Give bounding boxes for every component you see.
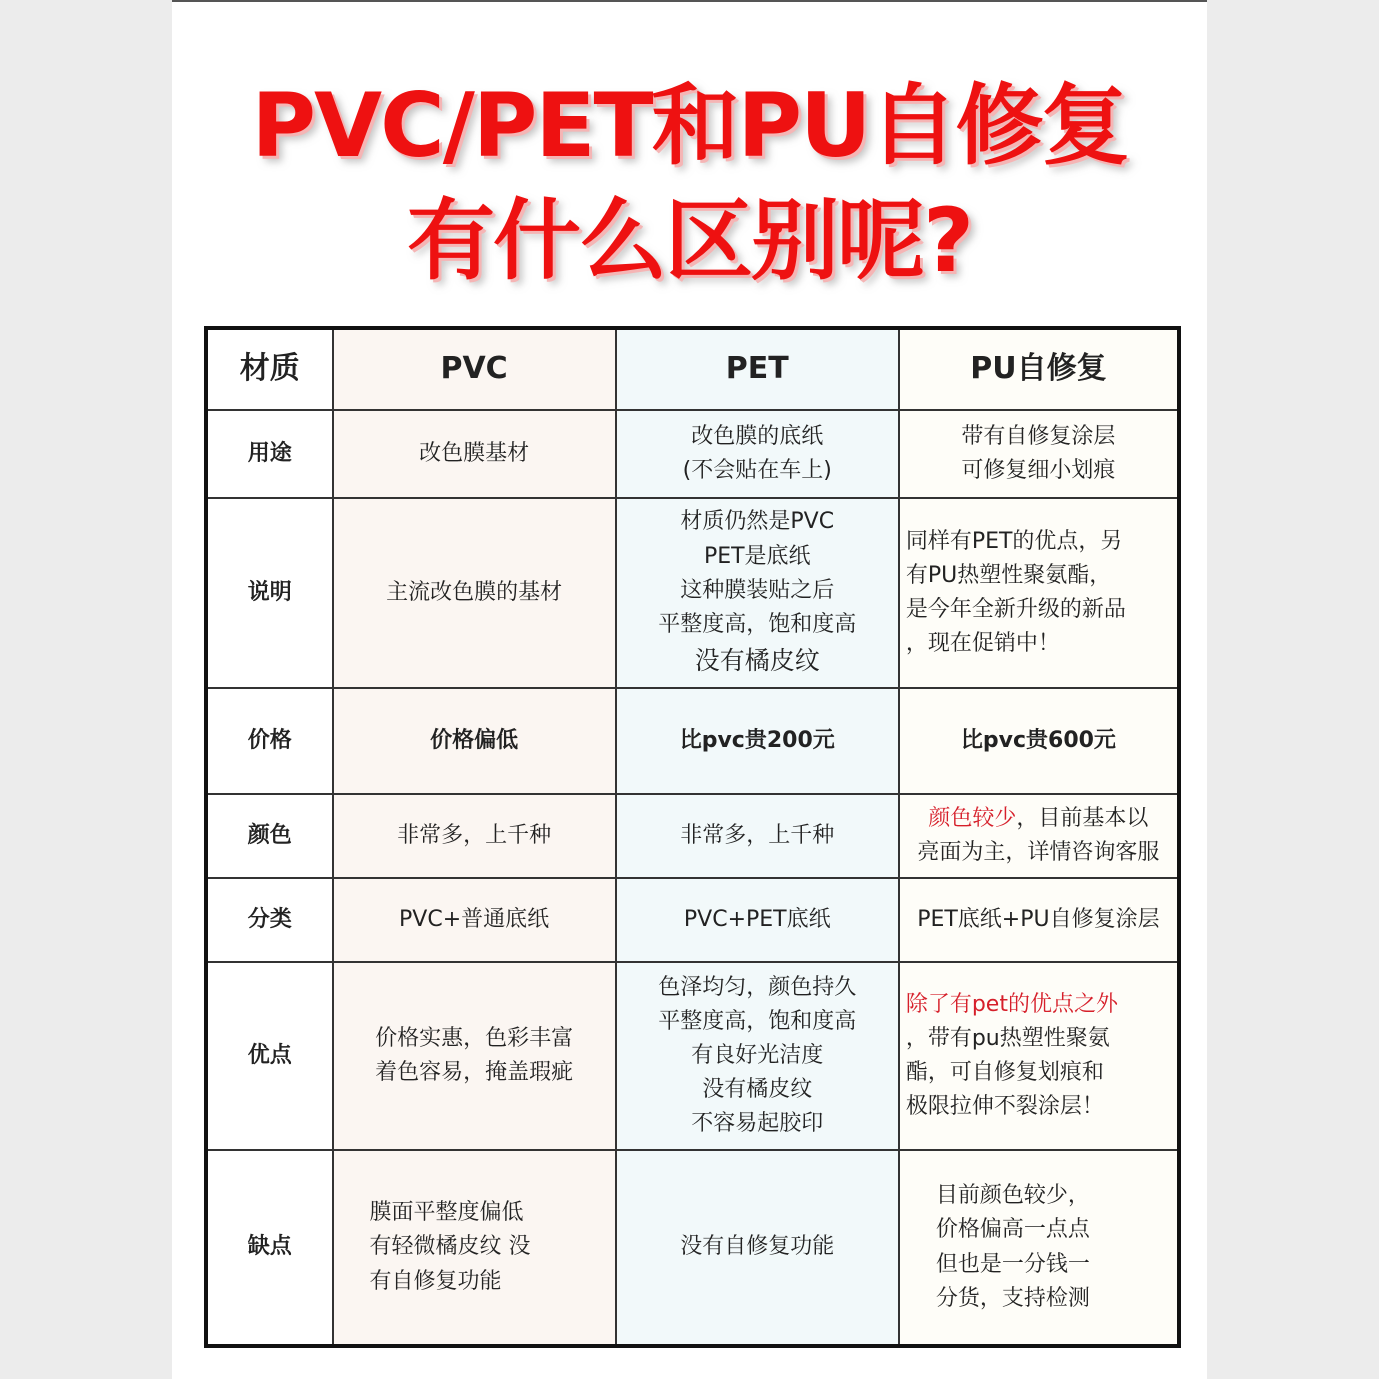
table-row-advantages — [206, 962, 1179, 1150]
row-label-description: 说明 — [206, 498, 333, 688]
cell-pvc-description — [333, 498, 616, 688]
cell-pvc-color — [333, 794, 616, 878]
cell-text: 有自修复功能 — [369, 1268, 502, 1294]
cell-text: 极限拉伸不裂涂层！ — [905, 1094, 1104, 1120]
header-pvc: PVC — [333, 328, 616, 410]
cell-text: 价格实惠，色彩丰富 — [375, 1025, 574, 1051]
cell-text: (不会贴在车上) — [682, 458, 832, 483]
row-label-category: 分类 — [206, 878, 333, 962]
cell-pet-category — [616, 878, 899, 962]
cell-text: 亮面为主，详情咨询客服 — [917, 840, 1160, 865]
cell-text: 有良好光洁度 — [691, 1042, 824, 1068]
cell-text: 价格偏低 — [430, 727, 519, 753]
cell-text: 非常多，上千种 — [680, 822, 835, 848]
header-material: 材质 — [206, 328, 333, 410]
cell-text: 膜面平整度偏低 — [369, 1200, 524, 1226]
cell-pet-disadvantages — [616, 1150, 899, 1346]
cell-text: 是今年全新升级的新品 — [905, 597, 1126, 622]
cell-text: 价格偏高一点点 — [935, 1217, 1090, 1243]
cell-text: PET是底纸 — [703, 543, 811, 569]
cell-pvc-disadvantages — [333, 1150, 616, 1346]
cell-text: 这种膜装贴之后 — [680, 577, 835, 603]
cell-text: 没有橘皮纹 — [694, 645, 820, 675]
header-row — [206, 328, 1179, 410]
cell-text: 有PU热塑性聚氨酯， — [905, 562, 1112, 588]
cell-text: 没有自修复功能 — [680, 1234, 835, 1260]
cell-text: 改色膜基材 — [419, 440, 530, 466]
highlight-text: 除了有pet的优点之外 — [905, 991, 1118, 1017]
cell-pu-disadvantages — [899, 1150, 1179, 1346]
cell-text: 但也是一分钱一 — [935, 1251, 1090, 1277]
cell-text: 色泽均匀，颜色持久 — [658, 974, 857, 1000]
cell-pvc-advantages — [333, 962, 616, 1150]
title-line-2: 有什么区别呢? — [406, 189, 973, 292]
cell-text: 比pvc贵200元 — [679, 727, 835, 753]
cell-pvc-category — [333, 878, 616, 962]
cell-text: 不容易起胶印 — [691, 1111, 824, 1137]
cell-text: 目前颜色较少， — [935, 1183, 1090, 1209]
cell-pu-advantages — [899, 962, 1179, 1150]
cell-text: 主流改色膜的基材 — [386, 579, 563, 605]
cell-text: 有轻微橘皮纹 没 — [369, 1234, 531, 1260]
cell-pet-price — [616, 688, 899, 794]
cell-pu-usage — [899, 410, 1179, 498]
cell-text: 没有橘皮纹 — [702, 1077, 813, 1103]
cell-text: 改色膜的底纸 — [691, 423, 824, 449]
cell-text: 同样有PET的优点，另 — [905, 528, 1123, 554]
cell-text: PVC+PET底纸 — [683, 906, 831, 932]
cell-text: 分货，支持检测 — [935, 1285, 1090, 1311]
cell-pu-category — [899, 878, 1179, 962]
table-row-price — [206, 688, 1179, 794]
cell-text: 非常多，上千种 — [397, 822, 552, 848]
cell-pet-description — [616, 498, 899, 688]
header-pet: PET — [616, 328, 899, 410]
cell-text: PVC+普通底纸 — [399, 906, 550, 932]
cell-text: 平整度高，饱和度高 — [658, 611, 857, 637]
cell-text: 比pvc贵600元 — [960, 727, 1116, 753]
comparison-table — [204, 326, 1181, 1348]
table-row-color — [206, 794, 1179, 878]
row-label-price: 价格 — [206, 688, 333, 794]
cell-pet-usage — [616, 410, 899, 498]
cell-text: ，带有pu热塑性聚氨 — [905, 1025, 1110, 1051]
cell-pet-color — [616, 794, 899, 878]
cell-pu-description — [899, 498, 1179, 688]
table-row-description — [206, 498, 1179, 688]
cell-text: PET底纸+PU自修复涂层 — [917, 906, 1160, 932]
cell-text: 材质仍然是PVC — [680, 509, 835, 535]
title-line-1: PVC/PET和PU自修复 — [251, 74, 1128, 177]
row-label-disadvantages: 缺点 — [206, 1150, 333, 1346]
header-pu: PU自修复 — [899, 328, 1179, 410]
cell-text: ，现在促销中！ — [905, 631, 1060, 657]
cell-text: 着色容易，掩盖瑕疵 — [375, 1060, 574, 1085]
table-row-usage — [206, 410, 1179, 498]
cell-text: 平整度高，饱和度高 — [658, 1008, 857, 1034]
cell-text: 酯，可自修复划痕和 — [905, 1060, 1104, 1085]
highlight-text: 颜色较少 — [928, 805, 1017, 831]
table-row-disadvantages — [206, 1150, 1179, 1346]
row-label-usage: 用途 — [206, 410, 333, 498]
cell-text: ，目前基本以 — [1016, 805, 1149, 831]
cell-pvc-price — [333, 688, 616, 794]
cell-pvc-usage — [333, 410, 616, 498]
row-label-advantages: 优点 — [206, 962, 333, 1150]
table-row-category — [206, 878, 1179, 962]
row-label-color: 颜色 — [206, 794, 333, 878]
cell-text: 可修复细小划痕 — [961, 458, 1116, 483]
cell-pu-price — [899, 688, 1179, 794]
cell-pet-advantages — [616, 962, 899, 1150]
cell-pu-color — [899, 794, 1179, 878]
cell-text: 带有自修复涂层 — [961, 423, 1116, 449]
